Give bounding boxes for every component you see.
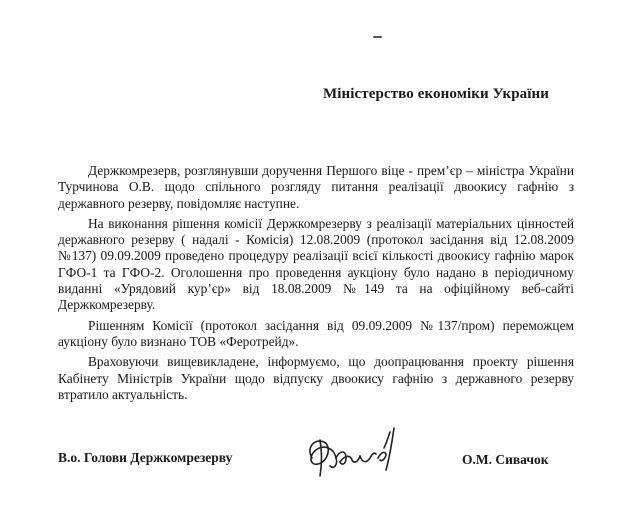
scan-speck: [373, 36, 382, 38]
paragraph-1: Держкомрезерв, розглянувши доручення Першого віце - прем’єр – міністра України Турчинова О.В. щодо спільного розгляду питання реалізації двоокису гафнію з державного резерву, повідомляє наступне.: [58, 163, 574, 211]
addressee-heading: Міністерство економіки України: [323, 86, 550, 102]
paragraph-4: Враховуючи вищевикладене, інформуємо, що доопрацювання проекту рішення Кабінету Міністрів України щодо відпуску двоокису гафнію з державного резерву втратило актуальність.: [58, 354, 574, 402]
paragraph-2: На виконання рішення комісії Держкомрезерву з реалізації матеріальних цінностей державного резерву ( надалі - Комісія) 12.08.2009 (протокол засідання від 12.08.2009 №137) 09.09.2009 проведено процедуру реалізації всієї кількості двоокису гафнію марок ГФО-1 та ГФО-2. Оголошення про проведення аукціону було надано в періодичному виданні «Урядовий кур’єр» від 18.08.2009 №149 та на офіційному веб-сайті Держкомрезерву.: [58, 215, 574, 313]
signatory-title: В.о. Голови Держкомрезерву: [58, 450, 233, 465]
handwritten-signature: [300, 418, 410, 483]
signatory-name: О.М. Сивачок: [462, 452, 549, 467]
paragraph-3: Рішенням Комісії (протокол засідання від 09.09.2009 №137/пром) переможцем аукціону було визнано ТОВ «Феротрейд».: [58, 317, 574, 349]
letter-body: [58, 163, 574, 407]
